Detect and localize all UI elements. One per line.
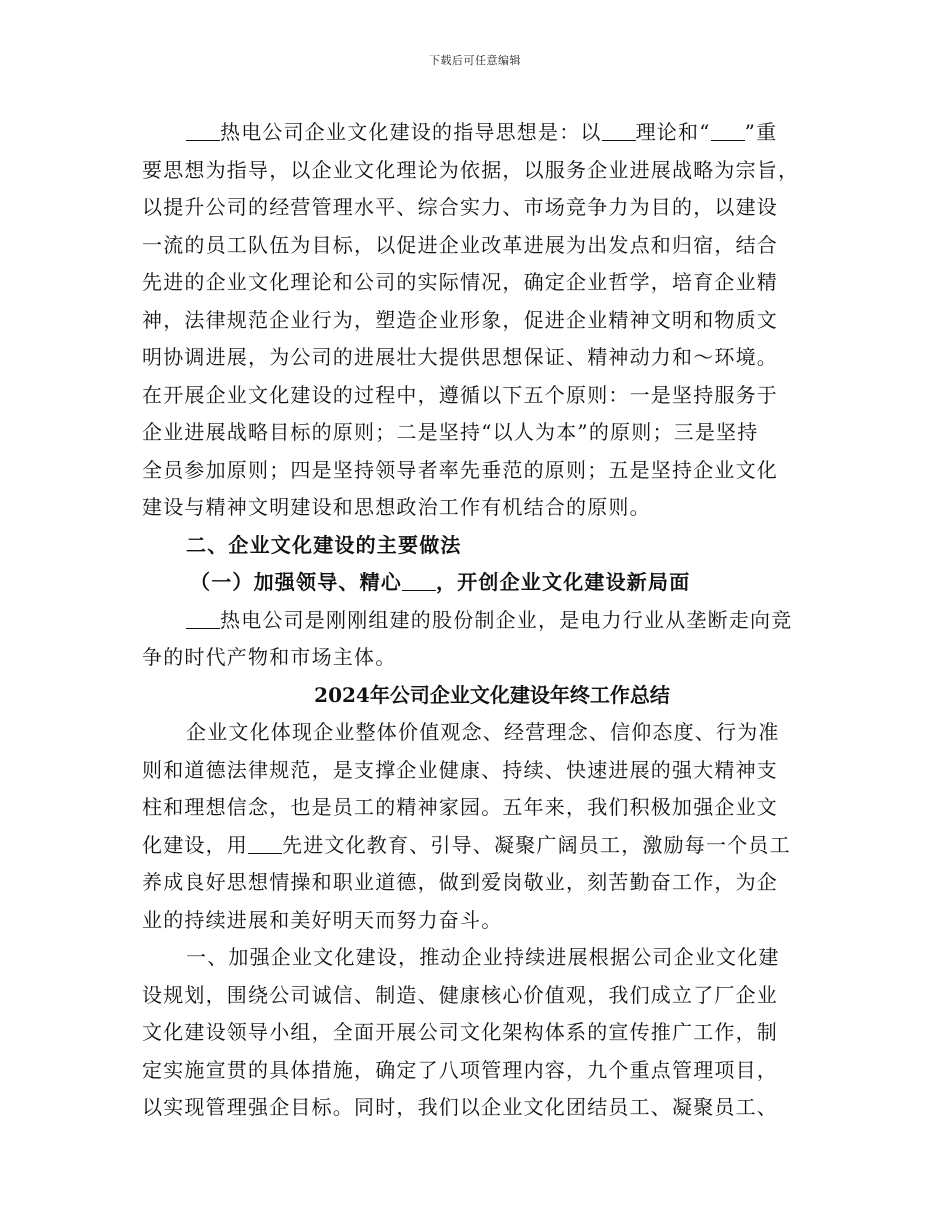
paragraph-line: 要思想为指导，以企业文化理论为依据，以服务企业进展战略为宗旨， (142, 157, 800, 182)
paragraph-line: 热电公司企业文化建设的指导思想是：以 理论和“ ”重 (142, 114, 822, 152)
paragraph-line: 企业文化体现企业整体价值观念、经营理念、信仰态度、行为准 (186, 720, 780, 744)
paragraph-line: 业的持续进展和美好明天而努力奋斗。 (142, 907, 503, 932)
blank-underline (402, 568, 436, 591)
paragraph-line: 一流的员工队伍为目标，以促进企业改革进展为出发点和归宿，结合 (142, 232, 778, 257)
paragraph-line: 柱和理想信念，也是员工的精神家园。五年来，我们积极加强企业文 (142, 795, 778, 819)
paragraph-line: 争的时代产物和市场主体。 (142, 645, 397, 669)
paragraph-line: 明协调进展，为公司的进展壮大提供思想保证、精神动力和～环境。 (142, 345, 778, 369)
paragraph-line: 热电公司是刚刚组建的股份制企业，是电力行业从垄断走向竞 (142, 602, 822, 640)
paragraph-line: 建设与精神文明建设和思想政治工作有机结合的原则。 (142, 495, 651, 519)
blank-underline (186, 606, 220, 629)
paragraph-line: 先进的企业文化理论和公司的实际情况，确定企业哲学，培育企业精 (142, 270, 778, 294)
blank-underline (248, 831, 282, 854)
section-heading: 二、企业文化建设的主要做法 (186, 532, 462, 557)
paragraph-line: 定实施宣贯的具体措施，确定了八项管理内容，九个重点管理项目， (142, 1057, 778, 1082)
paragraph-line: 一、加强企业文化建设，推动企业持续进展根据公司企业文化建 (186, 945, 780, 969)
page-header: 下载后可任意编辑 (429, 54, 521, 67)
subsection-heading: （一）加强领导、精心 ，开创企业文化建设新局面 (190, 570, 691, 594)
paragraph-line: 化建设，用 先进文化教育、引导、凝聚广阔员工，激励每一个员工 (142, 832, 791, 857)
paragraph-line: 设规划，围绕公司诚信、制造、健康核心价值观，我们成立了厂企业 (142, 982, 778, 1007)
paragraph-line: 在开展企业文化建设的过程中，遵循以下五个原则：一是坚持服务于 (142, 382, 778, 407)
blank-underline (711, 118, 745, 141)
paragraph-line: 神，法律规范企业行为，塑造企业形象，促进企业精神文明和物质文 (142, 307, 778, 332)
paragraph-line: 企业进展战略目标的原则；二是坚持“以人为本”的原则；三是坚持 (142, 420, 759, 444)
paragraph-line: 文化建设领导小组，全面开展公司文化架构体系的宣传推广工作，制 (142, 1020, 778, 1044)
document-body (142, 114, 822, 1127)
paragraph-line: 则和道德法律规范，是支撑企业健康、持续、快速进展的强大精神支 (142, 757, 778, 782)
paragraph-line: 养成良好思想情操和职业道德，做到爱岗敬业，刻苦勤奋工作，为企 (142, 870, 778, 894)
blank-underline (602, 118, 636, 141)
paragraph-line: 全员参加原则；四是坚持领导者率先垂范的原则；五是坚持企业文化 (142, 457, 778, 482)
document-title: 2024年公司企业文化建设年终工作总结 (314, 682, 670, 707)
paragraph-line: 以提升公司的经营管理水平、综合实力、市场竞争力为目的，以建设 (142, 195, 778, 219)
blank-underline (186, 118, 220, 141)
paragraph-line: 以实现管理强企目标。同时，我们以企业文化团结员工、凝聚员工、 (142, 1095, 778, 1119)
